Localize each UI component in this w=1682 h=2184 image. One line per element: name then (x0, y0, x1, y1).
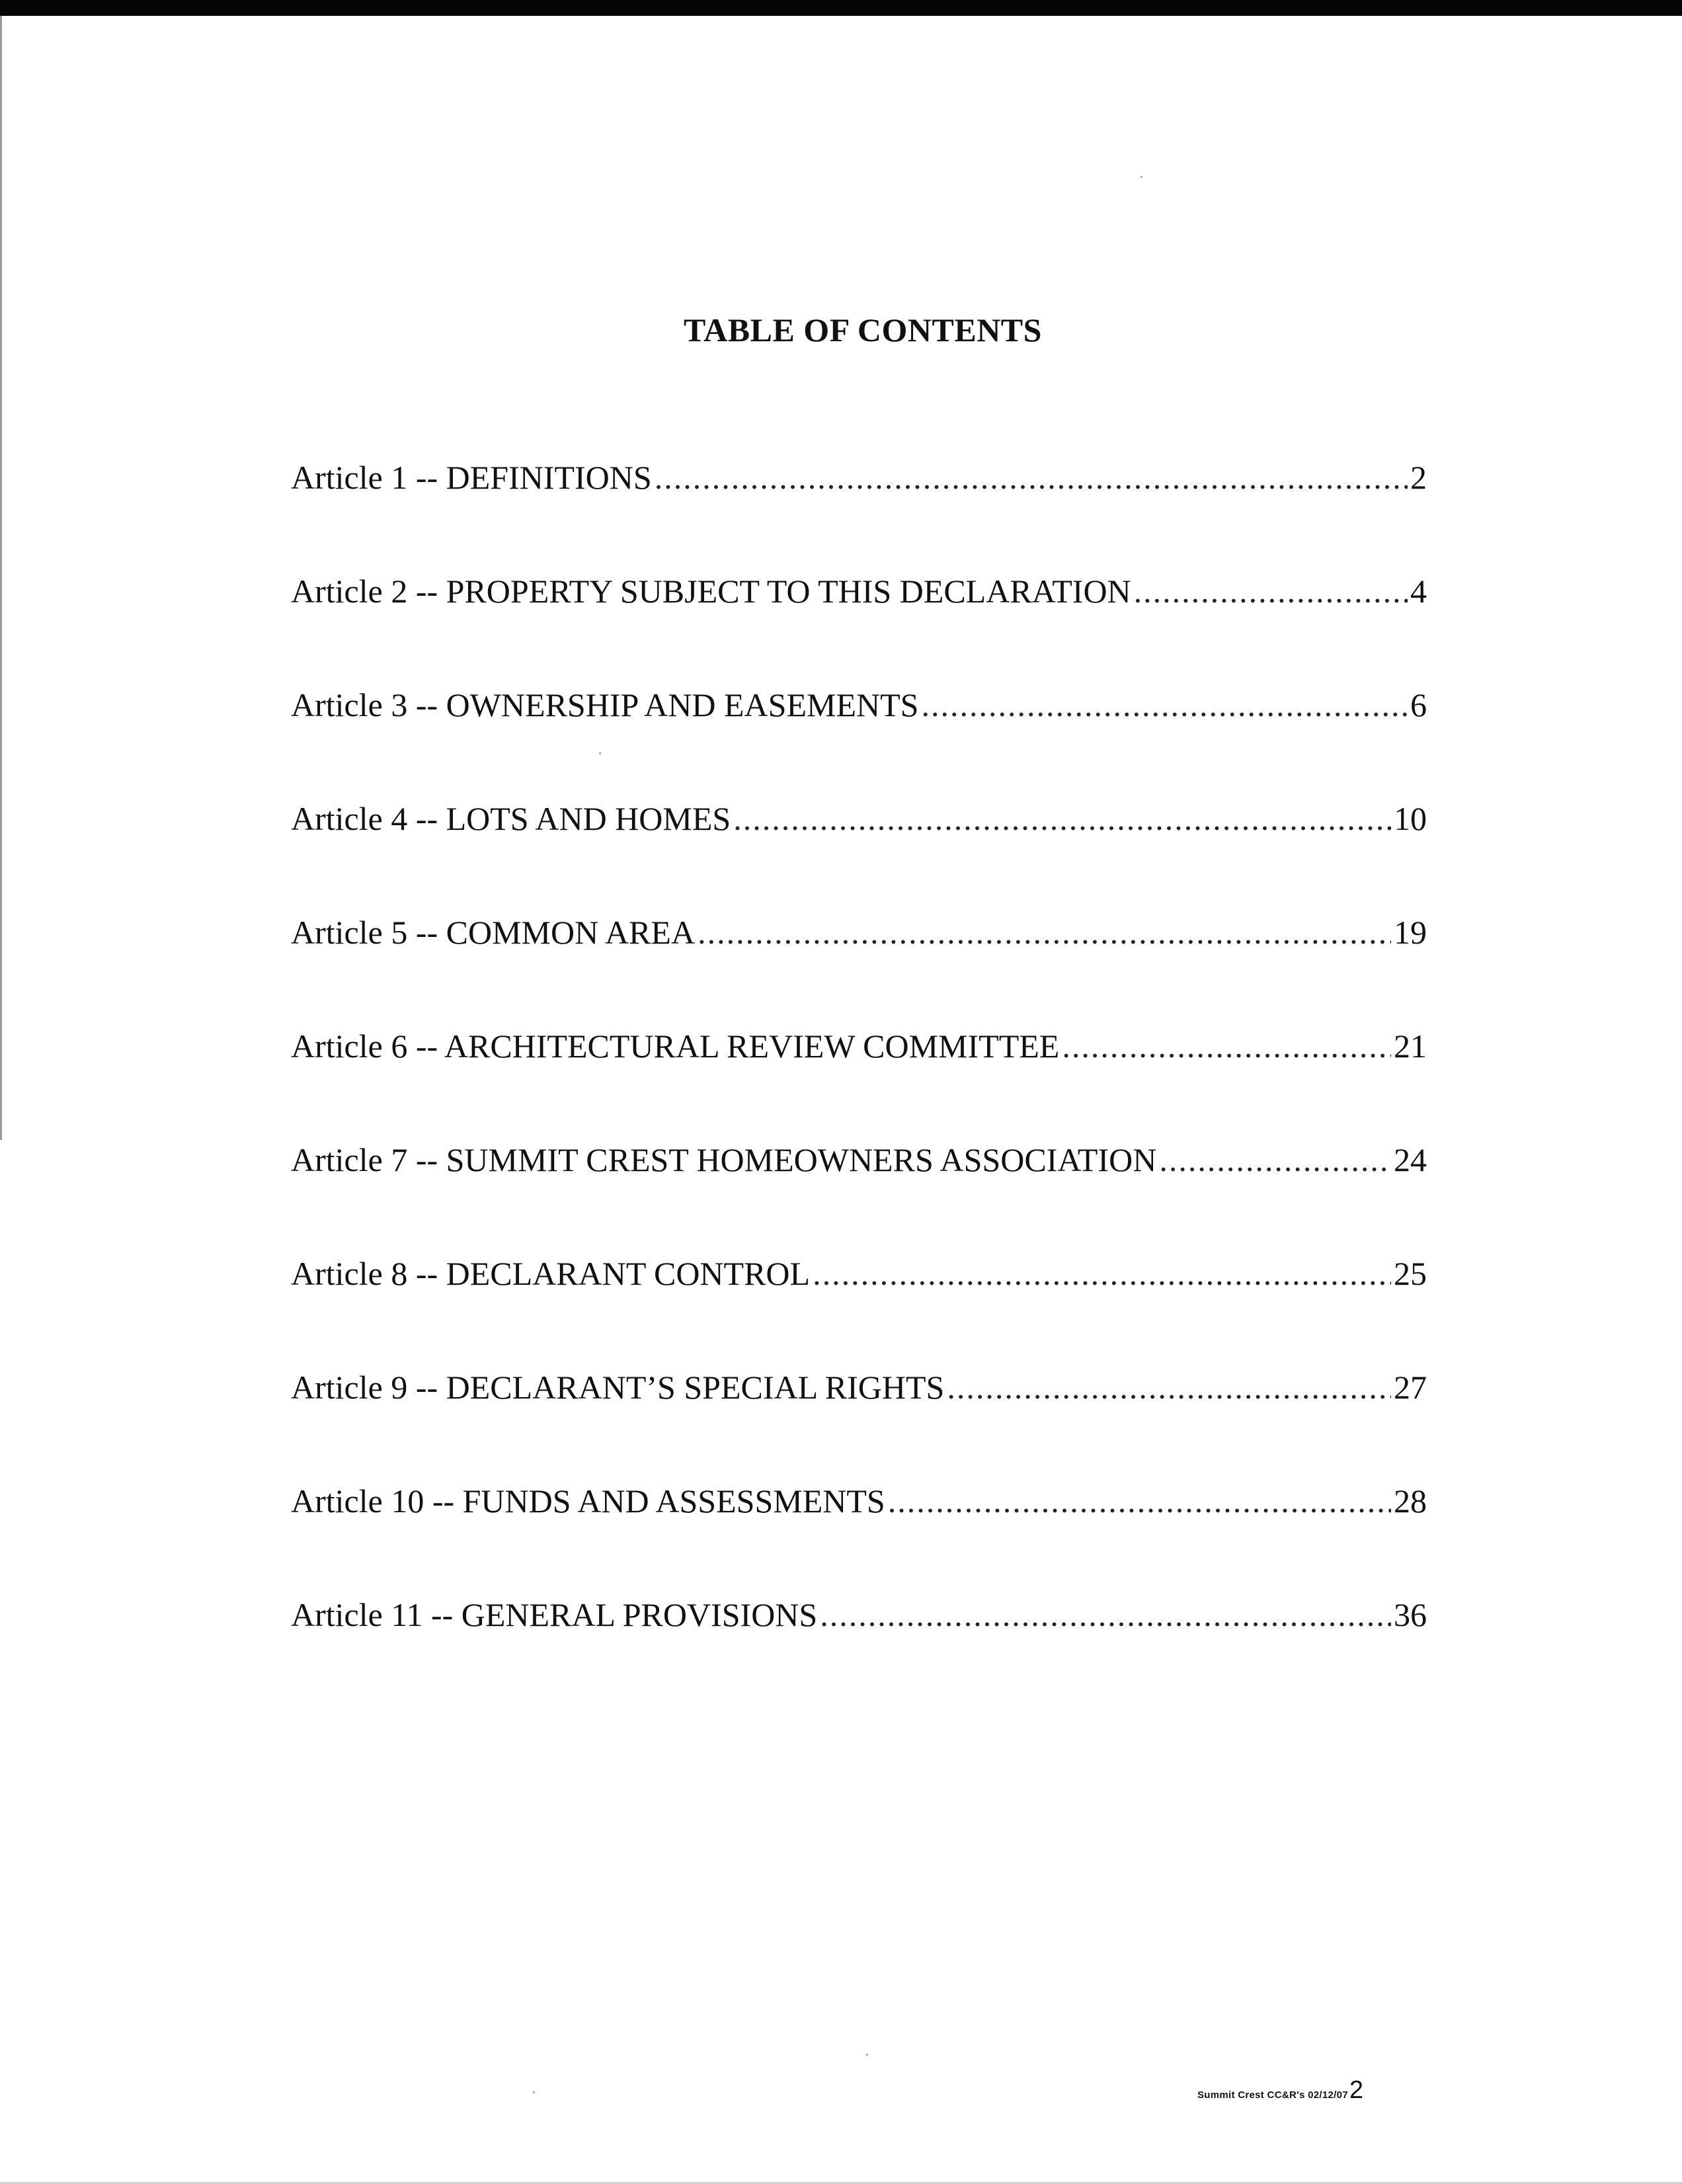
toc-entry[interactable] (291, 1481, 1427, 1595)
dot-leader (921, 685, 1408, 725)
toc-entry-page: 10 (1394, 800, 1427, 837)
toc-entry-label: Article 10 -- FUNDS AND ASSESSMENTS (291, 1482, 885, 1519)
toc-entry[interactable] (291, 1595, 1427, 1709)
dot-leader (1134, 571, 1408, 611)
toc-entry[interactable] (291, 799, 1427, 912)
toc-entry-page: 24 (1394, 1141, 1427, 1178)
toc-entry-label: Article 7 -- SUMMIT CREST HOMEOWNERS ASSOCIATION (291, 1141, 1157, 1178)
toc-entry-label: Article 4 -- LOTS AND HOMES (291, 800, 731, 837)
dot-leader (820, 1595, 1391, 1635)
toc-entry-page: 28 (1394, 1482, 1427, 1519)
dot-leader (655, 458, 1408, 497)
table-of-contents (291, 458, 1427, 1709)
toc-entry-page: 19 (1394, 914, 1427, 951)
toc-entry-label: Article 8 -- DECLARANT CONTROL (291, 1255, 811, 1292)
toc-entry-page: 4 (1410, 573, 1427, 610)
toc-entry-label: Article 9 -- DECLARANT’S SPECIAL RIGHTS (291, 1369, 945, 1406)
toc-entry[interactable] (291, 685, 1427, 799)
toc-entry-label: Article 2 -- PROPERTY SUBJECT TO THIS DECLARATION (291, 573, 1131, 610)
toc-entry-label: Article 6 -- ARCHITECTURAL REVIEW COMMITTEE (291, 1028, 1060, 1065)
dot-leader (1159, 1140, 1391, 1180)
dot-leader (698, 912, 1391, 952)
scan-top-border (0, 0, 1682, 16)
page-footer (1197, 2076, 1363, 2105)
dot-leader (733, 799, 1391, 838)
dot-leader (888, 1481, 1391, 1521)
page-title: TABLE OF CONTENTS (684, 311, 1042, 348)
toc-entry-page: 27 (1394, 1369, 1427, 1406)
toc-entry[interactable] (291, 1140, 1427, 1254)
scan-left-edge (0, 16, 2, 1140)
scan-speck (1141, 176, 1142, 178)
toc-entry[interactable] (291, 1026, 1427, 1140)
dot-leader (947, 1367, 1391, 1407)
toc-entry[interactable] (291, 1254, 1427, 1367)
footer-document-id: Summit Crest CC&R's 02/12/07 (1197, 2089, 1348, 2101)
toc-entry-label: Article 1 -- DEFINITIONS (291, 459, 652, 496)
toc-entry[interactable] (291, 1367, 1427, 1481)
toc-entry[interactable] (291, 571, 1427, 685)
toc-entry-label: Article 11 -- GENERAL PROVISIONS (291, 1596, 818, 1633)
toc-entry-page: 2 (1410, 459, 1427, 496)
dot-leader (1062, 1026, 1391, 1066)
toc-entry[interactable] (291, 458, 1427, 571)
scan-speck (533, 2091, 535, 2093)
toc-entry-label: Article 3 -- OWNERSHIP AND EASEMENTS (291, 686, 919, 723)
dot-leader (813, 1254, 1391, 1293)
scan-speck (866, 2054, 868, 2056)
toc-entry-label: Article 5 -- COMMON AREA (291, 914, 696, 951)
footer-page-number: 2 (1349, 2076, 1363, 2104)
toc-entry-page: 36 (1394, 1596, 1427, 1633)
toc-entry-page: 6 (1410, 686, 1427, 723)
toc-entry[interactable] (291, 912, 1427, 1026)
toc-entry-page: 25 (1394, 1255, 1427, 1292)
toc-entry-page: 21 (1394, 1028, 1427, 1065)
